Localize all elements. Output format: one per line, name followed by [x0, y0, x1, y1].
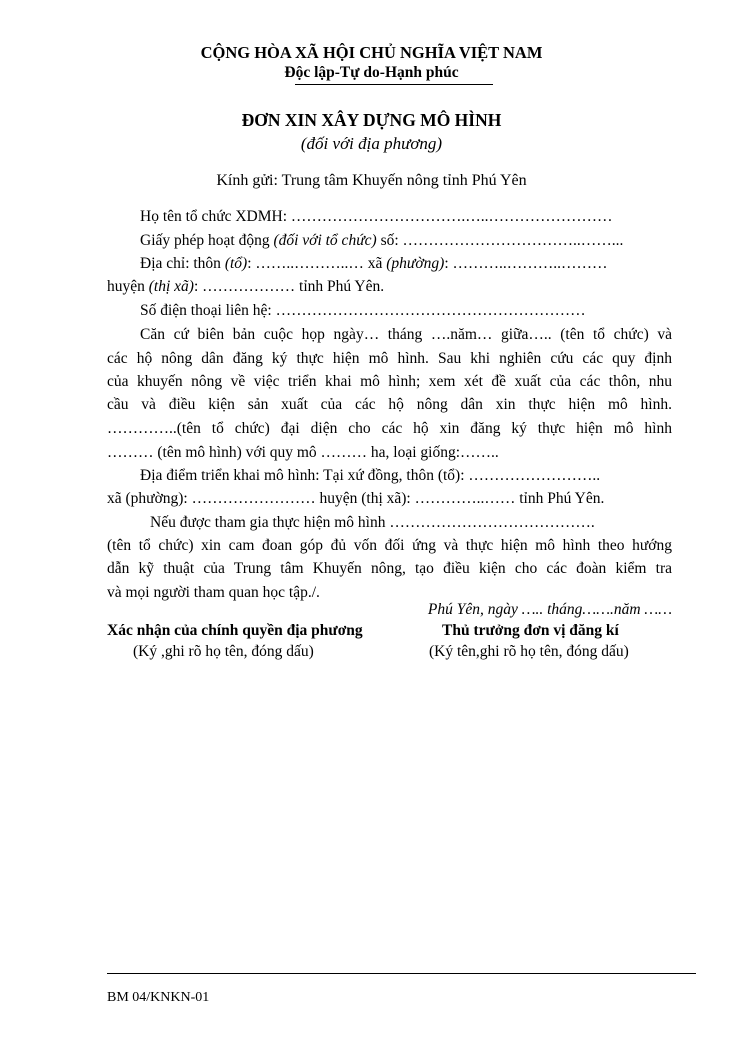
district-town-label: (thị xã) — [148, 278, 194, 295]
license-field — [140, 232, 623, 250]
form-title: ĐƠN XIN XÂY DỰNG MÔ HÌNH — [241, 110, 502, 130]
address-to-label: (tổ) — [224, 255, 248, 272]
license-qualifier: (đối với tổ chức) — [273, 232, 377, 249]
district-value: : ……………… tỉnh Phú Yên. — [193, 278, 385, 295]
district-label: huyện — [107, 278, 149, 295]
org-name-field: Họ tên tổ chức XDMH: …………………………….…..…………………… — [140, 208, 613, 225]
address-label: Địa chỉ: thôn — [140, 255, 225, 272]
license-label: Giấy phép hoạt động — [140, 232, 274, 249]
date-line: Phú Yên, ngày ….. tháng…….năm …… — [427, 601, 672, 618]
paragraph-1-line-1: Căn cứ biên bản cuộc họp ngày… tháng ….năm… giữa….. (tên tổ chức) và — [140, 326, 672, 343]
paragraph-1-line-5: …………..(tên tổ chức) đại diện cho các hộ xin đăng ký thực hiện mô hình — [107, 420, 672, 437]
footer-divider — [107, 973, 696, 974]
right-signature-note: (Ký tên,ghi rõ họ tên, đóng dấu) — [429, 643, 629, 660]
paragraph-1-line-2: các hộ nông dân đăng ký thực hiện mô hình. Sau khi nghiên cứu các quy định — [107, 350, 672, 367]
district-field — [107, 278, 384, 296]
form-subtitle: (đối với địa phương) — [300, 134, 443, 153]
address-ward-value: : ………..………..……… — [444, 255, 608, 272]
left-signature-note: (Ký ,ghi rõ họ tên, đóng dấu) — [133, 643, 314, 660]
license-value: số: ……………………………..……... — [376, 232, 624, 249]
footer-code: BM 04/KNKN-01 — [107, 990, 210, 1005]
paragraph-1-line-6: ……… (tên mô hình) với quy mô ……… ha, loại giống:…….. — [107, 444, 499, 461]
recipient-line: Kính gửi: Trung tâm Khuyến nông tỉnh Phú Yên — [216, 172, 527, 189]
paragraph-2-line-1: Địa điểm triển khai mô hình: Tại xứ đồng, thôn (tổ): …………………….. — [140, 467, 601, 484]
motto-underline — [295, 84, 493, 85]
address-ward-label: (phường) — [386, 255, 445, 272]
paragraph-1-line-3: của khuyến nông về việc triển khai mô hình; xem xét đề xuất của các thôn, nhu — [107, 373, 672, 390]
paragraph-1-line-4: cầu và điều kiện sản xuất của các hộ nông dân xin thực hiện mô hình. — [107, 396, 672, 413]
address-field — [140, 255, 608, 273]
paragraph-3-line-3: dẫn kỹ thuật của Trung tâm Khuyến nông, tạo điều kiện cho các đoàn kiểm tra — [107, 560, 672, 577]
national-title: CỘNG HÒA XÃ HỘI CHỦ NGHĨA VIỆT NAM — [200, 43, 543, 62]
right-signature-title: Thủ trưởng đơn vị đăng kí — [442, 622, 619, 639]
paragraph-3-line-4: và mọi người tham quan học tập./. — [107, 584, 320, 601]
paragraph-3-line-1: Nếu được tham gia thực hiện mô hình …………………………………. — [150, 514, 595, 531]
address-commune: : ……..………..… xã — [247, 255, 387, 272]
phone-field: Số điện thoại liên hệ: …………………………………………………… — [140, 302, 586, 319]
paragraph-2-line-2: xã (phường): …………………… huyện (thị xã): …………..…… tỉnh Phú Yên. — [107, 490, 605, 507]
motto: Độc lập-Tự do-Hạnh phúc — [284, 64, 459, 81]
paragraph-3-line-2: (tên tổ chức) xin cam đoan góp đủ vốn đối ứng và thực hiện mô hình theo hướng — [107, 537, 672, 554]
left-signature-title: Xác nhận của chính quyền địa phương — [107, 622, 363, 639]
